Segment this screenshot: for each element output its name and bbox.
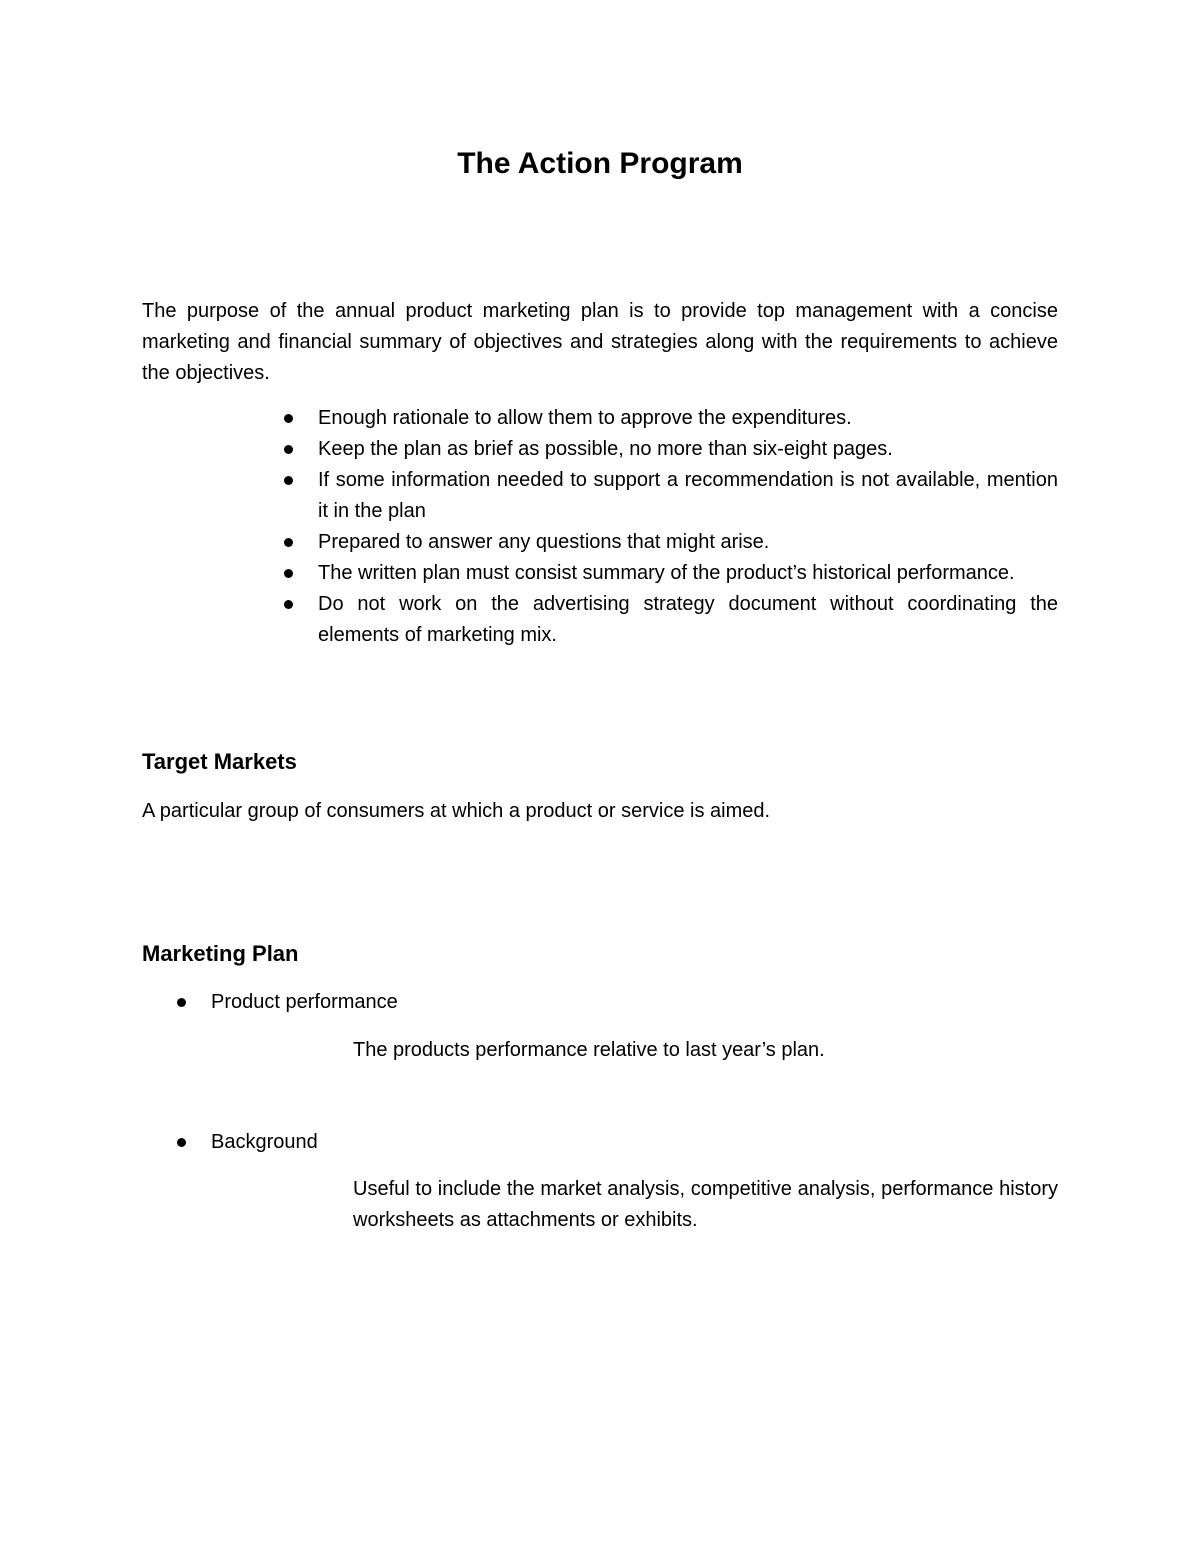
plan-item-label: Product performance: [211, 991, 398, 1013]
bullet-icon: [284, 476, 293, 485]
plan-item-background: [211, 1127, 318, 1158]
list-item: [318, 589, 1058, 651]
list-item-text: Prepared to answer any questions that might arise.: [318, 531, 770, 553]
plan-item-description: The products performance relative to last year’s plan.: [353, 1039, 825, 1061]
list-item: [318, 465, 1058, 527]
list-item-text: Keep the plan as brief as possible, no more than six-eight pages.: [318, 438, 893, 460]
list-item-text: If some information needed to support a recommendation is not available, mention it in the plan: [318, 469, 1058, 522]
target-markets-heading: Target Markets: [142, 749, 297, 774]
document-title: The Action Program: [457, 147, 743, 180]
list-item-text: Enough rationale to allow them to approve the expenditures.: [318, 407, 852, 429]
list-item: [318, 434, 1058, 465]
list-item: [318, 558, 1058, 589]
bullet-icon: [284, 600, 293, 609]
list-item: [318, 403, 1058, 434]
intro-paragraph: The purpose of the annual product marketing plan is to provide top management with a concise marketing and financial summary of objectives and strategies along with the requirements to achieve the objectives.: [142, 300, 1058, 384]
marketing-plan-heading: Marketing Plan: [142, 941, 299, 966]
requirements-list: [318, 403, 1058, 651]
list-item: [318, 527, 1058, 558]
bullet-icon: [284, 569, 293, 578]
plan-item-product-performance: [211, 987, 398, 1018]
bullet-icon: [284, 414, 293, 423]
plan-item-description: Useful to include the market analysis, competitive analysis, performance history worksheets as attachments or exhibits.: [353, 1178, 1058, 1231]
bullet-icon: [177, 1138, 186, 1147]
bullet-icon: [177, 998, 186, 1007]
target-markets-text: A particular group of consumers at which a product or service is aimed.: [142, 800, 771, 822]
bullet-icon: [284, 538, 293, 547]
list-item-text: Do not work on the advertising strategy document without coordinating the elements of marketing mix.: [318, 593, 1058, 646]
list-item-text: The written plan must consist summary of the product’s historical performance.: [318, 562, 1015, 584]
plan-item-label: Background: [211, 1131, 318, 1153]
bullet-icon: [284, 445, 293, 454]
